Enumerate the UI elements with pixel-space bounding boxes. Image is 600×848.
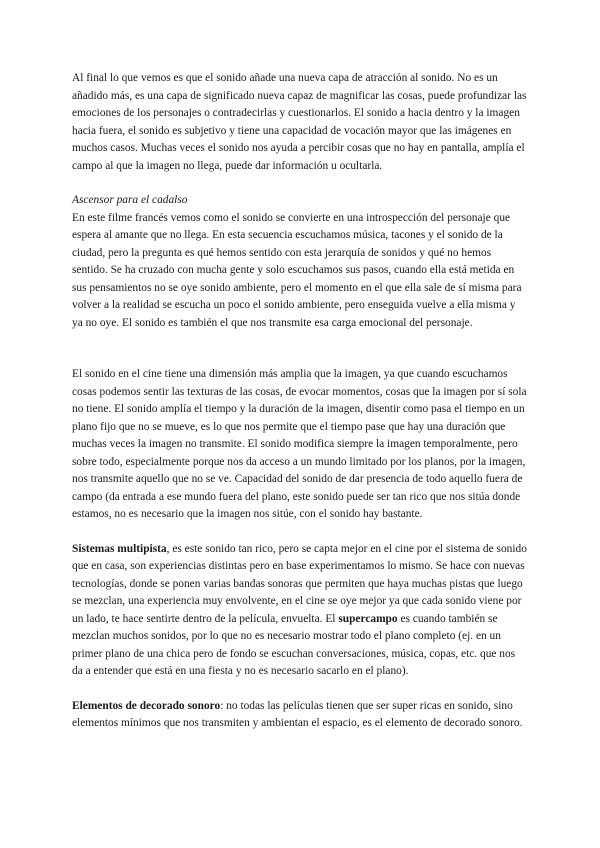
paragraph-sound-dimension: El sonido en el cine tiene una dimensión más amplia que la imagen, ya que cuando escuchamos cosas podemos sentir las texturas de las cosas, de evocar momentos, cosas que la imagen por sí sola no tiene. El sonido amplía el tiempo y la duración de la imagen, disentir como pasa el tiempo en un plano fijo que no se mueve, es lo que nos permite que el tiempo pase que hay una duración que muchas veces la imagen no transmite. El sonido modifica siempre la imagen temporalmente, pero sobre todo, especialmente porque nos da acceso a un mundo limitado por los planos, por la imagen, nos transmite aquello que no se ve. Capacidad del sonido de dar presencia de todo aquello fuera de campo (da entrada a ese mundo fuera del plano, este sonido puede ser tan rico que nos sitúa donde estamos, no es necesario que la imagen nos sitúe, con el sonido hay bastante. bbox=[72, 368, 527, 520]
paragraph-decorado-sonoro-text: : no todas las películas tienen que ser super ricas en sonido, sino elementos mínimos que nos transmiten y ambientan el espacio, es el elemento de decorado sonoro. bbox=[72, 699, 523, 729]
paragraph-decorado-sonoro bbox=[72, 698, 528, 733]
term-supercampo: supercampo bbox=[338, 612, 398, 625]
spacer bbox=[72, 681, 528, 698]
paragraph-multipista-text-a: , es este sonido tan rico, pero se capta mejor en el cine por el sistema de sonido que en casa, son experiencias distintas pero en base experimentamos lo mismo. Se hace con nuevas tecnologías, donde se ponen varias bandas sonoras que permiten que haya muchas pistas que luego se mezclan, una experiencia muy envolvente, en el cine se oye mejor ya que cada sonido viene por un lado, te hace sentirte dentro de la película, envuelta. El bbox=[72, 542, 527, 625]
paragraph-sound-layer: Al final lo que vemos es que el sonido añade una nueva capa de atracción al sonido. No es un añadido más, es una capa de significado nueva capaz de magnificar las cosas, puede profundizar las emociones de los personajes o contradecirlas y cuestionarlos. El sonido a hacia dentro y la imagen hacia fuera, el sonido es subjetivo y tiene una capacidad de vocación mayor que las imágenes en muchos casos. Muchas veces el sonido nos ayuda a percibir cosas que no hay en pantalla, amplía el campo al que la imagen no llega, puede dar información u ocultarla. bbox=[72, 72, 527, 172]
term-sistemas-multipista: Sistemas multipista bbox=[72, 542, 167, 555]
spacer bbox=[72, 332, 528, 366]
spacer bbox=[72, 524, 528, 541]
spacer bbox=[72, 175, 528, 192]
term-elementos-decorado-sonoro: Elementos de decorado sonoro bbox=[72, 699, 221, 712]
paragraph-multipista bbox=[72, 541, 528, 681]
paragraph-ascensor: En este filme francés vemos como el sonido se convierte en una introspección del personaje que espera al amante que no llega. En esta secuencia escuchamos música, tacones y el sonido de la ciudad, pero la pregunta es qué hemos sentido con esta jerarquía de sonidos y qué no hemos sentido. Se ha cruzado con mucha gente y solo escuchamos sus pasos, cuando ella está metida en sus pensamientos no se oye sonido ambiente, pero el momento en el que ella sale de sí misma para volver a la realidad se escucha un poco el sonido ambiente, pero enseguida vuelve a ella misma y ya no oye. El sonido es también el que nos transmite esa carga emocional del personaje. bbox=[72, 211, 522, 329]
section-heading-ascensor: Ascensor para el cadalso bbox=[72, 194, 188, 206]
paragraph-multipista-text-b: es cuando también se mezclan muchos sonidos, por lo que no es necesario mostrar todo el plano completo (ej. en un primer plano de una chica pero de fondo se escuchan conversaciones, música, copas, etc. que nos da a entender que está en una fiesta y no es necesario sacarlo en el plano). bbox=[72, 612, 516, 677]
